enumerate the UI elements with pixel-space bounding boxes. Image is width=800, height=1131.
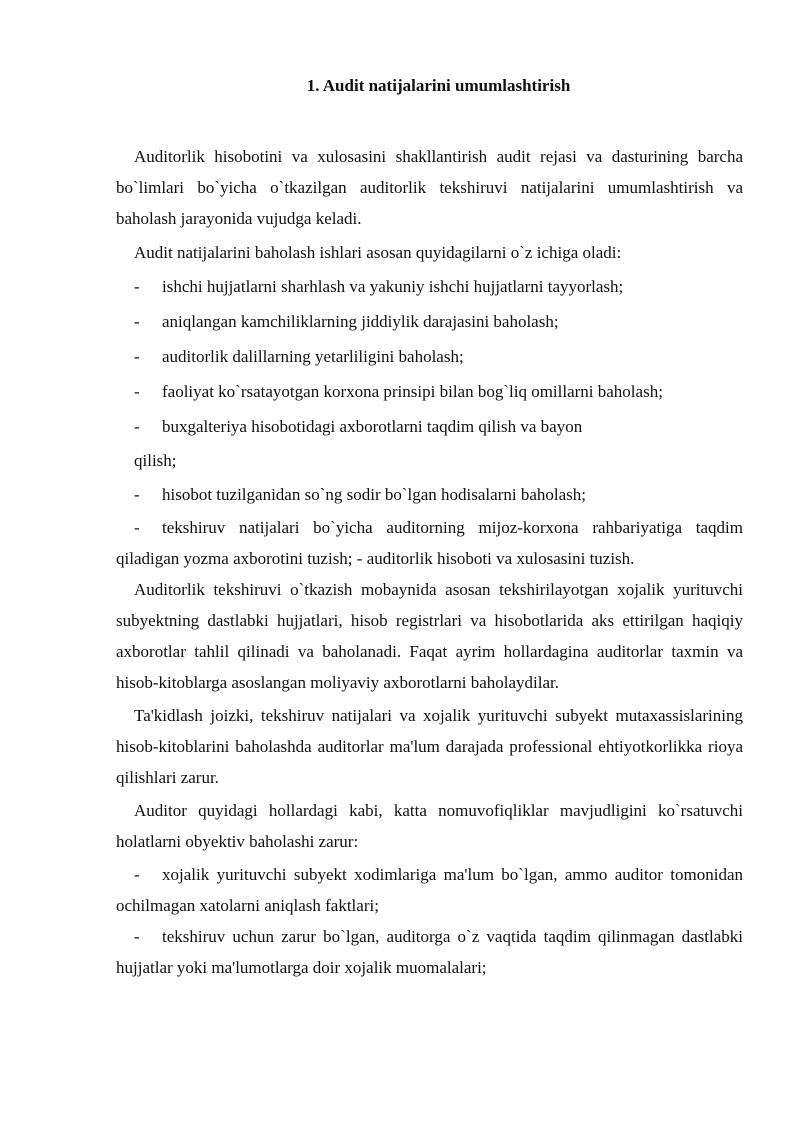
paragraph-evidence: Auditorlik tekshiruvi o`tkazish mobaynida asosan tekshirilayotgan xojalik yurituvchi subyektning dastlabki hujjatlari, hisob registrlari va hisobotlarida aks ettirilgan haqiqiy axborotlar tahlil qilinadi va baholanadi. Faqat ayrim hollardagina auditorlar taxmin va hisob-kitoblarga asoslangan moliyaviy axborotlarni baholaydilar. xyxy=(116,580,743,692)
paragraph-objective-evaluation: Auditor quyidagi hollardagi kabi, katta nomuvofiqliklar mavjudligini ko`rsatuvchi holatlarni obyektiv baholashi zarur: xyxy=(116,801,743,851)
list-dash: - xyxy=(134,865,140,884)
list-item xyxy=(116,409,743,444)
list-item-wrapped xyxy=(116,512,743,574)
list-dash: - xyxy=(134,277,140,296)
list-item-text: aniqlangan kamchiliklarning jiddiylik darajasini baholash; xyxy=(162,312,559,331)
list-item xyxy=(116,339,743,374)
list-item-text: ishchi hujjatlarni sharhlash va yakuniy ishchi hujjatlarni tayyorlash; xyxy=(162,277,624,296)
list-item-text: auditorlik dalillarning yetarliligini baholash; xyxy=(162,347,464,366)
list-item-wrapped xyxy=(116,921,743,983)
paragraph-list-intro: Audit natijalarini baholash ishlari asosan quyidagilarni o`z ichiga oladi: xyxy=(134,243,622,262)
list-item-text: tekshiruv uchun zarur bo`lgan, auditorga o`z vaqtida taqdim qilinmagan dastlabki hujjatlar yoki ma'lumotlarga doir xojalik muomalalari; xyxy=(116,927,743,977)
section-title: 1. Audit natijalarini umumlashtirish xyxy=(306,76,571,95)
list-dash: - xyxy=(134,927,140,946)
document-body xyxy=(116,141,743,983)
list-dash: - xyxy=(134,518,140,537)
list-dash: - xyxy=(134,312,140,331)
list-item-continuation: qilish; xyxy=(134,451,177,470)
list-item-text: hisobot tuzilganidan so`ng sodir bo`lgan hodisalarni baholash; xyxy=(162,485,586,504)
list-item-text: buxgalteriya hisobotidagi axborotlarni taqdim qilish va bayon xyxy=(162,417,583,436)
paragraph-intro: Auditorlik hisobotini va xulosasini shakllantirish audit rejasi va dasturining barcha bo`limlari bo`yicha o`tkazilgan auditorlik tekshiruvi natijalarini umumlashtirish va baholash jarayonida vujudga keladi. xyxy=(116,147,743,228)
list-item xyxy=(116,269,743,304)
list-item xyxy=(116,477,743,512)
list-item-wrapped xyxy=(116,859,743,921)
list-item-text: tekshiruv natijalari bo`yicha auditorning mijoz-korxona rahbariyatiga taqdim qiladigan yozma axborotini tuzish; - auditorlik hisoboti va xulosasini tuzish. xyxy=(116,518,743,568)
list-dash: - xyxy=(134,347,140,366)
list-dash: - xyxy=(134,382,140,401)
list-item xyxy=(116,374,743,409)
list-dash: - xyxy=(134,417,140,436)
paragraph-professional-care: Ta'kidlash joizki, tekshiruv natijalari va xojalik yurituvchi subyekt mutaxassislarining hisob-kitoblarini baholashda auditorlar ma'lum darajada professional ehtiyotkorlikka rioya qilishlari zarur. xyxy=(116,706,743,787)
list-item-text: xojalik yurituvchi subyekt xodimlariga ma'lum bo`lgan, ammo auditor tomonidan ochilmagan xatolarni aniqlash faktlari; xyxy=(116,865,743,915)
list-item-text: faoliyat ko`rsatayotgan korxona prinsipi bilan bog`liq omillarni baholash; xyxy=(162,382,663,401)
list-dash: - xyxy=(134,485,140,504)
list-item xyxy=(116,304,743,339)
